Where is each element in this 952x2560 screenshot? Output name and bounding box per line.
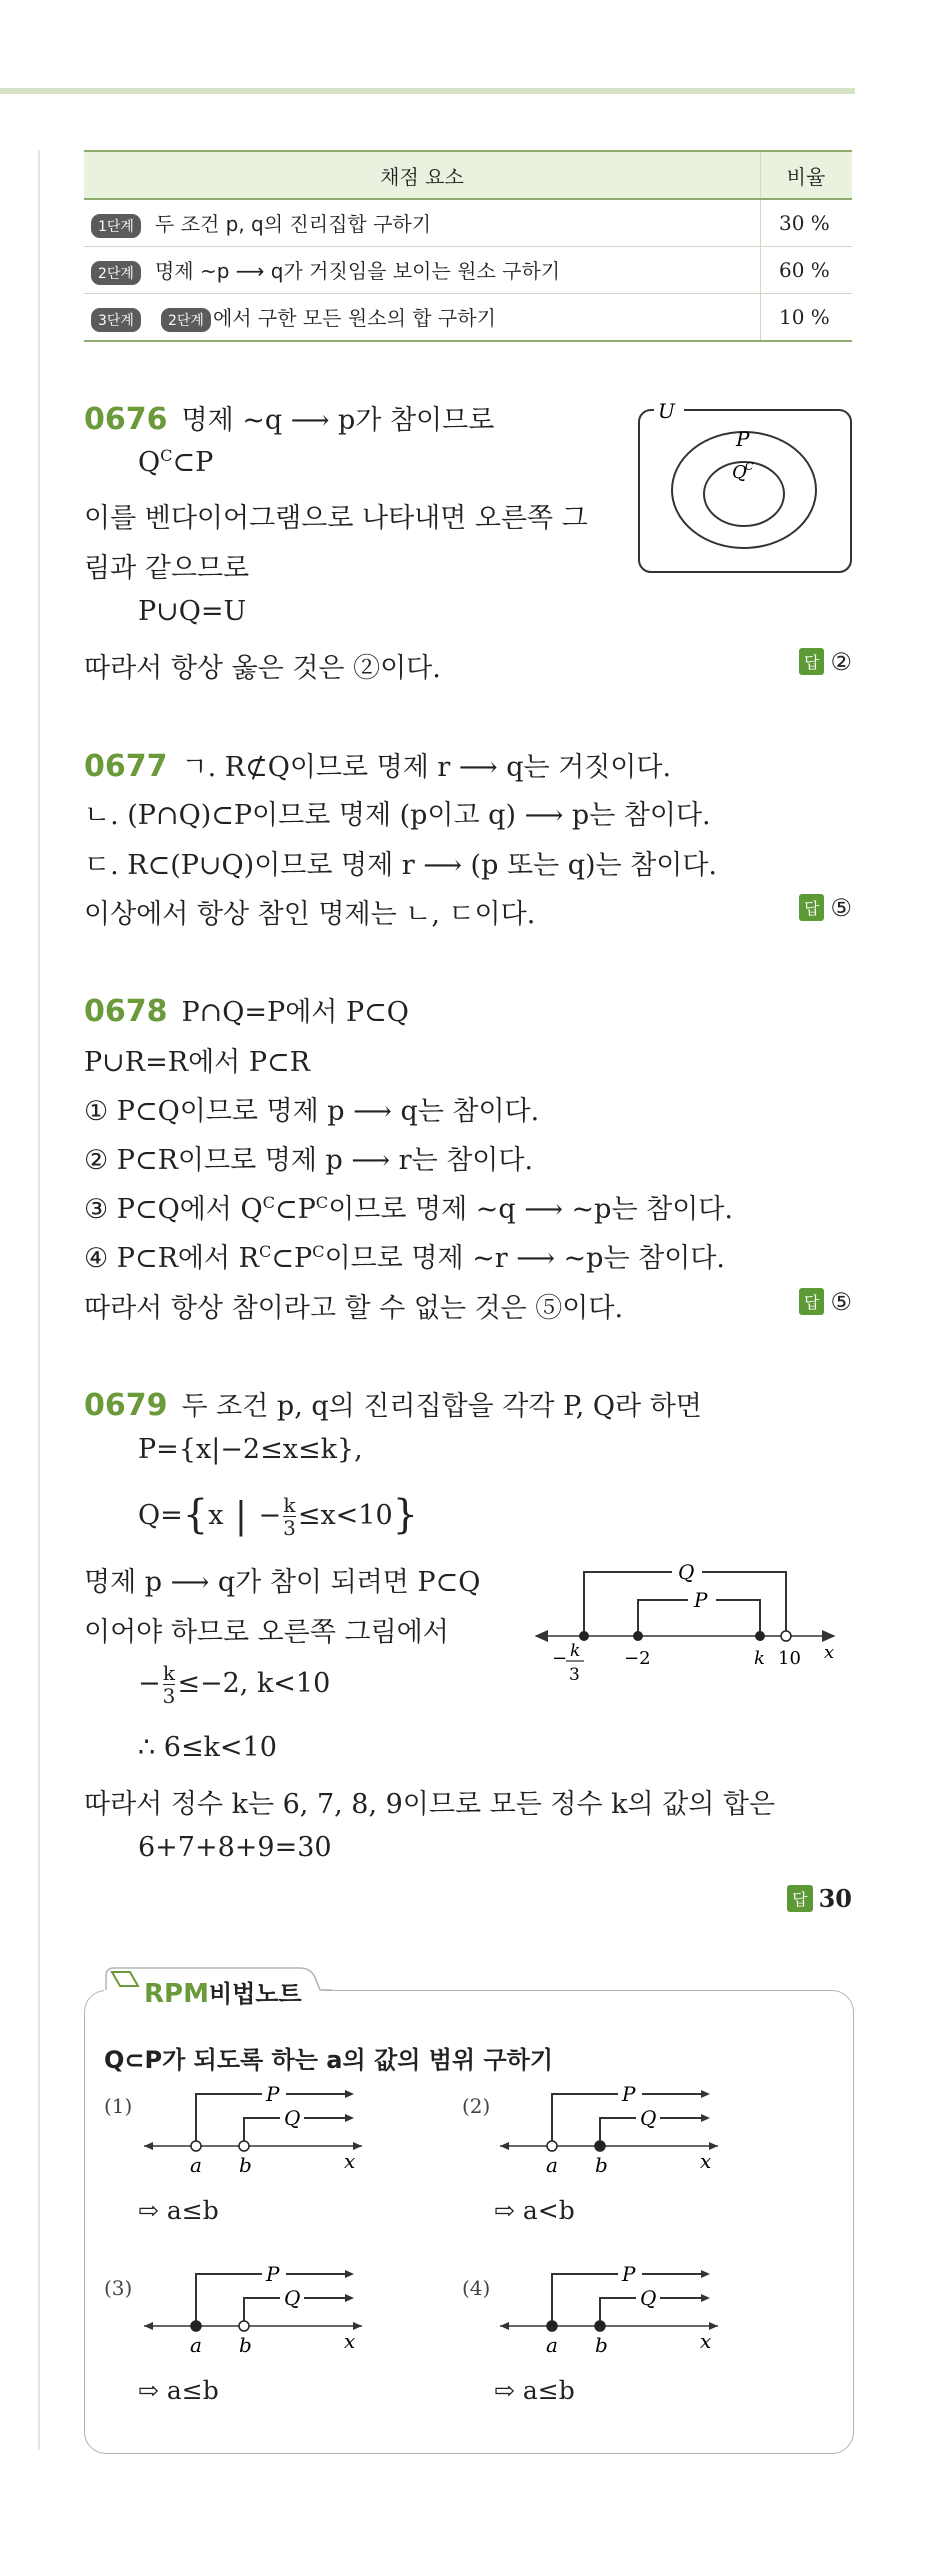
text: x (208, 1500, 224, 1531)
axis-arrow-left (144, 2142, 153, 2150)
case-diagram (494, 2086, 734, 2186)
tick-minus-2: −2 (624, 1648, 651, 1669)
table-row (84, 294, 852, 342)
table-row (84, 199, 852, 247)
problem-0678-line5 (84, 1187, 733, 1226)
text: ㄱ. R⊄Q이므로 명제 r ⟶ q는 거짓이다. (181, 752, 672, 783)
endpoint-b (239, 2321, 249, 2331)
text: ⊂P (172, 447, 214, 478)
fraction-numerator: k (283, 1493, 296, 1517)
label-q: Q (284, 2106, 301, 2130)
text: P∩Q=P에서 P⊂Q (181, 997, 409, 1028)
answer-tag: 답 (799, 894, 824, 921)
problem-0679-line9: 6+7+8+9=30 (138, 1832, 332, 1863)
text: ≤x<10 (297, 1500, 393, 1531)
text: 두 조건 p, q의 진리집합을 각각 P, Q라 하면 (181, 1391, 702, 1422)
problem-0676-line5: P∪Q=U (138, 596, 247, 627)
set-q-arrow (345, 2294, 354, 2302)
venn-label-sup: C (745, 460, 754, 473)
header-criteria: 채점 요소 (84, 151, 761, 199)
axis-x-label: x (344, 2329, 356, 2353)
endpoint-a (547, 2321, 557, 2331)
row-ratio: 30 % (761, 199, 853, 247)
note-title: Q⊂P가 되도록 하는 a의 값의 범위 구하기 (104, 2046, 554, 2074)
problem-0679-line7: ∴ 6≤k<10 (138, 1732, 277, 1763)
sup: C (160, 446, 173, 465)
row-ratio: 60 % (761, 247, 853, 294)
pencil-icon (112, 1972, 138, 1986)
sup: C (262, 1193, 275, 1212)
page-margin-line (38, 150, 40, 2450)
answer-0678 (799, 1288, 852, 1316)
tick-a: a (546, 2153, 558, 2177)
endpoint-a (191, 2141, 201, 2151)
tick-frac-den: 3 (569, 1665, 580, 1685)
problem-0679-line5: 이어야 하므로 오른쪽 그림에서 (84, 1617, 449, 1648)
endpoint-b (239, 2141, 249, 2151)
venn-diagram (636, 398, 858, 576)
set-q-arrow (345, 2114, 354, 2122)
tick-a: a (546, 2333, 558, 2357)
problem-0676-line6: 따라서 항상 옳은 것은 ②이다. (84, 653, 441, 684)
set-p-arrow (345, 2270, 354, 2278)
problem-0677-line3: ㄷ. R⊂(P∪Q)이므로 명제 r ⟶ (p 또는 q)는 참이다. (84, 850, 718, 881)
set-p-arrow (345, 2090, 354, 2098)
answer-value: 30 (818, 1884, 852, 1913)
problem-0676-line4: 림과 같으므로 (84, 553, 250, 584)
text: ⊂P (275, 1194, 316, 1225)
problem-0677-line1 (84, 745, 671, 784)
fraction-denominator: 3 (283, 1516, 296, 1540)
stage-badge-inline: 2단계 (161, 308, 211, 332)
answer-0679 (787, 1884, 852, 1913)
case-label-3: (3) (104, 2276, 133, 2300)
text: − (138, 1668, 161, 1699)
stage-badge: 3단계 (91, 308, 141, 332)
endpoint-a (191, 2321, 201, 2331)
problem-0678-line4: ② P⊂R이므로 명제 p ⟶ r는 참이다. (84, 1145, 534, 1176)
venn-label-u: U (658, 399, 675, 423)
case-result-4: ⇨ a≤b (494, 2376, 575, 2405)
fraction-denominator: 3 (162, 1684, 176, 1708)
sup: C (258, 1242, 272, 1261)
point-minus-k3 (579, 1631, 589, 1641)
point-minus-2 (633, 1631, 643, 1641)
problem-0677-line4: 이상에서 항상 참인 명제는 ㄴ, ㄷ이다. (84, 899, 536, 930)
problem-0678-line6 (84, 1236, 725, 1275)
axis-x-label: x (700, 2149, 712, 2173)
case-diagram (138, 2086, 378, 2186)
problem-0677-line2: ㄴ. (P∩Q)⊂P이므로 명제 (p이고 q) ⟶ p는 참이다. (84, 800, 711, 831)
label-p: P (622, 2266, 636, 2286)
row-text: 명제 ~p ⟶ q가 거짓임을 보이는 원소 구하기 (154, 259, 561, 283)
case-label-1: (1) (104, 2094, 133, 2118)
venn-label-q: Q (732, 462, 747, 483)
text: 명제 ~q ⟶ p가 참이므로 (181, 405, 495, 436)
header-ratio: 비율 (761, 151, 853, 199)
problem-0676-line3: 이를 벤다이어그램으로 나타내면 오른쪽 그 (84, 503, 588, 534)
answer-tag: 답 (799, 648, 824, 675)
label-p: P (694, 1588, 708, 1612)
problem-number: 0678 (84, 994, 168, 1029)
tick-k: k (754, 1648, 765, 1669)
case-diagram (138, 2266, 378, 2366)
number-line-diagram (532, 1560, 852, 1690)
text: − (258, 1500, 282, 1531)
axis-arrow-left (500, 2322, 509, 2330)
text: ③ P⊂Q에서 Q (84, 1194, 263, 1225)
problem-number: 0677 (84, 749, 168, 784)
answer-0677 (799, 894, 852, 922)
problem-0679-line3: Q={x | − $\frac{k}{3}$ ≤x<10} (138, 1492, 419, 1540)
text: 이므로 명제 ~q ⟶ ~p는 참이다. (328, 1194, 733, 1225)
row-text: 에서 구한 모든 원소의 합 구하기 (212, 306, 496, 330)
axis-arrow-left (500, 2142, 509, 2150)
label-p: P (622, 2086, 636, 2106)
problem-0678-line1 (84, 990, 409, 1029)
label-p: P (266, 2086, 280, 2106)
label-q: Q (640, 2286, 657, 2310)
logo-suffix: 비법노트 (208, 1980, 302, 2008)
text: ≤−2, k<10 (177, 1668, 331, 1699)
answer-value: ⑤ (830, 894, 852, 922)
stage-badge: 2단계 (91, 261, 141, 285)
tick-minus: − (552, 1648, 568, 1669)
point-10 (781, 1631, 791, 1641)
point-k (755, 1631, 765, 1641)
set-q-arrow (701, 2294, 710, 2302)
problem-0676-line1 (84, 398, 494, 437)
problem-0678-line2: P∪R=R에서 P⊂R (84, 1047, 310, 1078)
sup: C (312, 1242, 325, 1261)
set-p-arrow (701, 2090, 710, 2098)
axis-x-label: x (700, 2329, 712, 2353)
row-ratio: 10 % (761, 294, 853, 342)
case-label-2: (2) (462, 2094, 491, 2118)
axis-x-label: x (824, 1642, 835, 1663)
axis-arrow-left (144, 2322, 153, 2330)
endpoint-b (595, 2141, 605, 2151)
set-p-arrow (701, 2270, 710, 2278)
case-result-3: ⇨ a≤b (138, 2376, 219, 2405)
note-logo (144, 1974, 302, 2009)
problem-number: 0679 (84, 1388, 168, 1423)
set-q-arrow (701, 2114, 710, 2122)
text: ④ P⊂R에서 R (84, 1243, 259, 1274)
problem-0678-line3: ① P⊂Q이므로 명제 p ⟶ q는 참이다. (84, 1096, 540, 1127)
label-q: Q (678, 1560, 695, 1584)
endpoint-b (595, 2321, 605, 2331)
answer-tag: 답 (787, 1885, 812, 1912)
tick-a: a (190, 2153, 202, 2177)
endpoint-a (547, 2141, 557, 2151)
tick-frac-num: k (570, 1641, 581, 1661)
answer-value: ⑤ (830, 1288, 852, 1316)
tick-b: b (595, 2333, 608, 2357)
scoring-table (84, 150, 852, 342)
text: Q= (138, 1500, 183, 1531)
problem-0679-line8: 따라서 정수 k는 6, 7, 8, 9이므로 모든 정수 k의 값의 합은 (84, 1789, 776, 1820)
problem-0679-line1 (84, 1384, 702, 1423)
case-label-4: (4) (462, 2276, 491, 2300)
top-bar (0, 88, 855, 94)
tick-a: a (190, 2333, 202, 2357)
text: Q (138, 447, 161, 478)
problem-0679-line4: 명제 p ⟶ q가 참이 되려면 P⊂Q (84, 1567, 481, 1598)
axis-x-label: x (344, 2149, 356, 2173)
label-q: Q (640, 2106, 657, 2130)
text: 이므로 명제 ~r ⟶ ~p는 참이다. (324, 1243, 725, 1274)
problem-number: 0676 (84, 402, 168, 437)
label-q: Q (284, 2286, 301, 2310)
label-p: P (266, 2266, 280, 2286)
case-result-2: ⇨ a<b (494, 2196, 575, 2225)
answer-value: ② (830, 648, 852, 676)
row-text: 두 조건 p, q의 진리집합 구하기 (154, 212, 432, 236)
case-result-1: ⇨ a≤b (138, 2196, 219, 2225)
tick-b: b (595, 2153, 608, 2177)
answer-0676 (799, 648, 852, 676)
answer-tag: 답 (799, 1288, 824, 1315)
case-diagram (494, 2266, 734, 2366)
text: ⊂P (271, 1243, 313, 1274)
problem-0679-line2: P={x|−2≤x≤k}, (138, 1434, 363, 1465)
stage-badge: 1단계 (91, 214, 141, 238)
logo-text: RPM (144, 1979, 209, 2009)
tick-b: b (239, 2333, 252, 2357)
sup: C (315, 1193, 329, 1212)
problem-0678-line7: 따라서 항상 참이라고 할 수 없는 것은 ⑤이다. (84, 1293, 624, 1324)
venn-label-p: P (736, 427, 750, 451)
tick-10: 10 (778, 1648, 801, 1669)
fraction-numerator: k (162, 1661, 176, 1685)
tick-b: b (239, 2153, 252, 2177)
problem-0676-line2 (138, 446, 213, 478)
table-row (84, 247, 852, 294)
problem-0679-line6 (138, 1662, 330, 1707)
